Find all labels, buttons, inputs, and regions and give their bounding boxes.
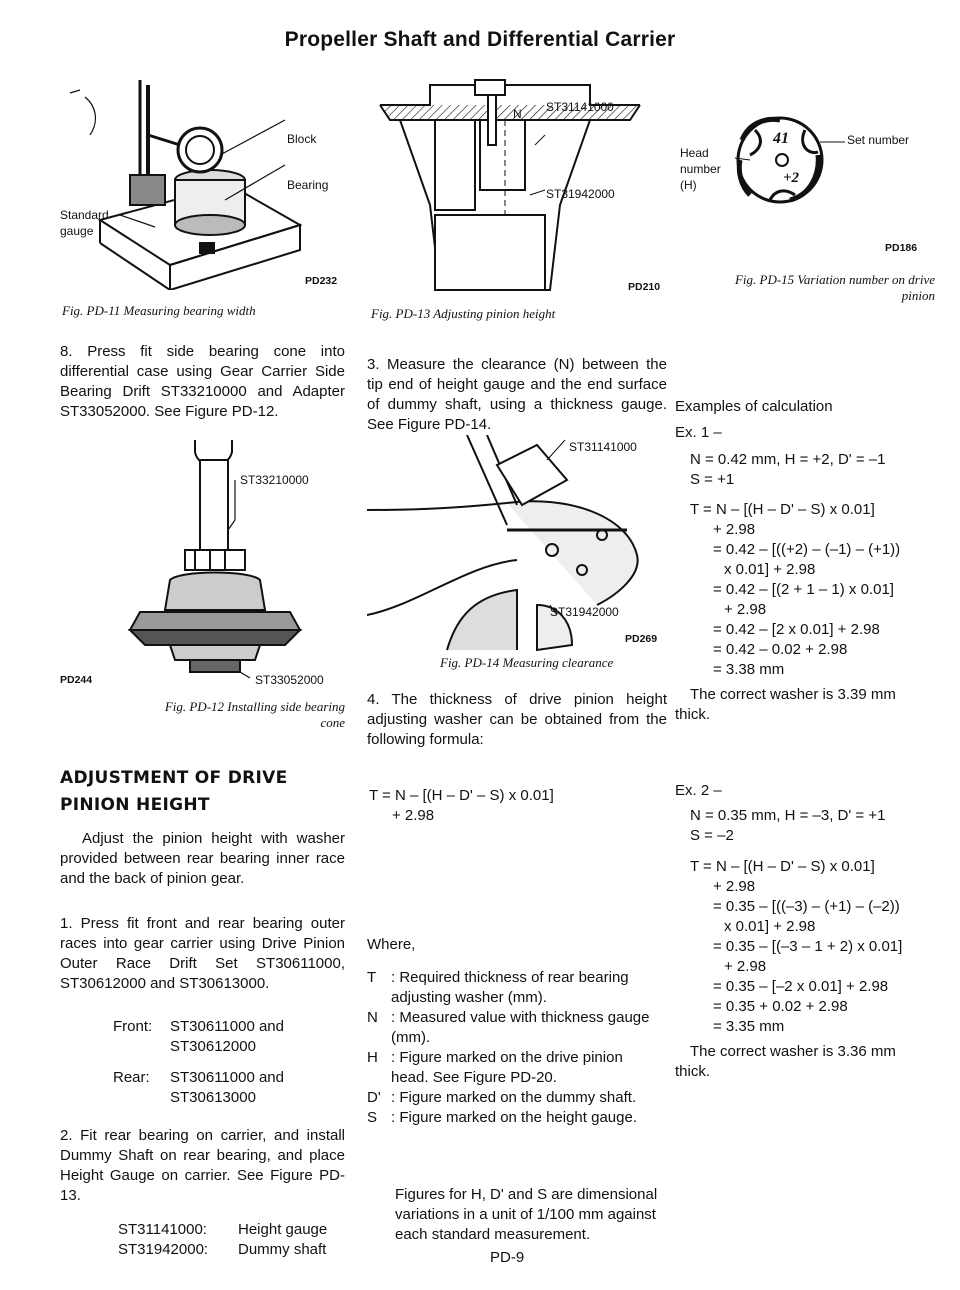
example-2-calculation bbox=[690, 857, 902, 1037]
caption-line: pinion bbox=[901, 288, 935, 303]
label-line: number bbox=[680, 162, 721, 176]
formula-line: T = N – [(H – D' – S) x 0.01] bbox=[369, 787, 554, 804]
figure-code: PD244 bbox=[60, 674, 93, 686]
example-1-given bbox=[690, 450, 885, 490]
calc-line: = 0.35 – [–2 x 0.01] + 2.98 bbox=[713, 978, 889, 995]
calc-line: T = N – [(H – D' – S) x 0.01] bbox=[690, 858, 875, 875]
calc-line: + 2.98 bbox=[713, 521, 756, 538]
result-line: thick. bbox=[675, 1063, 711, 1080]
definition-item bbox=[367, 1088, 657, 1108]
caption-line: Fig. PD-15 Variation number on drive bbox=[734, 272, 935, 287]
definition-item bbox=[367, 1008, 657, 1048]
example-1-result bbox=[675, 685, 896, 725]
formula-line: + 2.98 bbox=[392, 807, 435, 824]
figure-code: PD232 bbox=[305, 275, 338, 287]
front-value: ST30611000 and bbox=[170, 1018, 284, 1035]
calc-line: T = N – [(H – D' – S) x 0.01] bbox=[690, 501, 875, 518]
head-number-label bbox=[680, 145, 721, 193]
given-line: N = 0.35 mm, H = –3, D' = +1 bbox=[690, 807, 886, 824]
step-2-text: 2. Fit rear bearing on carrier, and install Dummy Shaft on rear bearing, and place Height Gauge on carrier. See Figure PD-13. bbox=[60, 1127, 345, 1204]
formula bbox=[369, 786, 554, 826]
figure-code: PD186 bbox=[885, 242, 918, 254]
tool-code: ST31942000: bbox=[118, 1241, 209, 1258]
height-gauge-label: ST31141000 bbox=[546, 100, 614, 114]
example-2-result bbox=[675, 1042, 896, 1082]
tool-name: Dummy shaft bbox=[238, 1241, 327, 1258]
drift-label: ST33210000 bbox=[240, 473, 309, 487]
heading-line: ADJUSTMENT OF DRIVE bbox=[60, 768, 288, 788]
n-label: N bbox=[513, 107, 522, 121]
calc-line: + 2.98 bbox=[724, 958, 767, 975]
given-line: S = –2 bbox=[690, 827, 734, 844]
definition-symbol: H bbox=[367, 1049, 378, 1066]
calc-line: = 0.35 + 0.02 + 2.98 bbox=[713, 998, 848, 1015]
result-line: The correct washer is 3.36 mm bbox=[690, 1043, 896, 1060]
step-8-text: 8. Press fit side bearing cone into differential case using Gear Carrier Side Bearing Drift ST33210000 and Adapter ST33052000. See Figure PD-12. bbox=[60, 343, 345, 420]
example-1-label: Ex. 1 – bbox=[675, 424, 722, 441]
definition-text: : Figure marked on the drive pinion head. See Figure PD-20. bbox=[391, 1049, 623, 1086]
set-mark: +2 bbox=[783, 170, 800, 186]
standard-gauge-label-line2: gauge bbox=[60, 224, 94, 238]
front-value: ST30612000 bbox=[170, 1038, 256, 1055]
examples-title: Examples of calculation bbox=[675, 398, 833, 415]
standard-gauge-label-line1: Standard bbox=[60, 208, 109, 222]
front-tools bbox=[113, 1017, 284, 1057]
where-label: Where, bbox=[367, 936, 416, 953]
tool-code: ST31141000: bbox=[118, 1221, 207, 1238]
set-number-label: Set number bbox=[847, 133, 910, 147]
definition-symbol: D' bbox=[367, 1089, 381, 1106]
step-1-text: 1. Press fit front and rear bearing outer races into gear carrier using Drive Pinion Outer Race Drift Set ST30611000, ST30612000 and ST30613000. bbox=[60, 915, 345, 992]
calc-line: = 0.35 – [(–3 – 1 + 2) x 0.01] bbox=[713, 938, 903, 955]
calc-line: = 0.42 – [2 x 0.01] + 2.98 bbox=[713, 621, 880, 638]
height-gauge-label: ST31141000 bbox=[569, 440, 637, 454]
calc-line: = 0.42 – [(2 + 1 – 1) x 0.01] bbox=[713, 581, 894, 598]
example-1-calculation bbox=[690, 500, 900, 680]
caption-line: Fig. PD-12 Installing side bearing bbox=[164, 699, 345, 714]
figure-pd11-caption: Fig. PD-11 Measuring bearing width bbox=[62, 303, 256, 318]
figure-pd13 bbox=[370, 75, 670, 300]
figure-pd14 bbox=[367, 435, 667, 660]
example-2-given bbox=[690, 806, 885, 846]
figure-pd14-caption: Fig. PD-14 Measuring clearance bbox=[440, 655, 614, 670]
definition-item bbox=[367, 1108, 657, 1128]
definition-symbol: N bbox=[367, 1009, 378, 1026]
figure-code: PD210 bbox=[628, 281, 661, 293]
calc-line: = 3.35 mm bbox=[713, 1018, 785, 1035]
head-mark: 41 bbox=[773, 130, 789, 147]
calc-line: + 2.98 bbox=[713, 878, 756, 895]
calc-line: = 0.42 – 0.02 + 2.98 bbox=[713, 641, 848, 658]
step-3-text: 3. Measure the clearance (N) between the tip end of height gauge and the end surface of dummy shaft, using a thickness gauge. See Figure PD-14. bbox=[367, 356, 667, 433]
rear-tools bbox=[113, 1068, 284, 1108]
rear-label: Rear: bbox=[113, 1069, 150, 1086]
definition-text: : Measured value with thickness gauge (mm). bbox=[391, 1009, 650, 1046]
caption-line: cone bbox=[320, 715, 345, 730]
figure-pd15 bbox=[680, 100, 935, 270]
step-4-text: 4. The thickness of drive pinion height adjusting washer can be obtained from the following formula: bbox=[367, 691, 667, 748]
definition-list bbox=[367, 968, 657, 1128]
dummy-shaft-label: ST31942000 bbox=[546, 187, 615, 201]
definition-text: : Figure marked on the height gauge. bbox=[391, 1109, 637, 1126]
definition-symbol: S bbox=[367, 1109, 378, 1126]
definition-text: : Required thickness of rear bearing adjusting washer (mm). bbox=[391, 969, 629, 1006]
definition-item bbox=[367, 968, 657, 1008]
measuring-clearance-illustration bbox=[367, 435, 667, 660]
block-label: Block bbox=[287, 132, 317, 146]
calc-line: = 3.38 mm bbox=[713, 661, 785, 678]
label-line: (H) bbox=[680, 178, 697, 192]
page-header: Propeller Shaft and Differential Carrier bbox=[284, 28, 676, 51]
definition-text: : Figure marked on the dummy shaft. bbox=[391, 1089, 637, 1106]
figure-pd13-caption: Fig. PD-13 Adjusting pinion height bbox=[371, 306, 556, 321]
figure-pd15-caption bbox=[680, 272, 935, 304]
page-number: PD-9 bbox=[490, 1249, 525, 1266]
example-2-label: Ex. 2 – bbox=[675, 782, 722, 799]
definition-symbol: T bbox=[367, 969, 377, 986]
given-line: S = +1 bbox=[690, 471, 735, 488]
figure-code: PD269 bbox=[625, 633, 658, 645]
bearing-label: Bearing bbox=[287, 178, 329, 192]
adapter-label: ST33052000 bbox=[255, 673, 324, 687]
front-label: Front: bbox=[113, 1018, 153, 1035]
given-line: N = 0.42 mm, H = +2, D' = –1 bbox=[690, 451, 886, 468]
heading-line: PINION HEIGHT bbox=[60, 795, 210, 815]
figure-pd12 bbox=[60, 440, 350, 690]
intro-text: Adjust the pinion height with washer provided between rear bearing inner race and the back of pinion gear. bbox=[60, 830, 345, 887]
calc-line: = 0.42 – [((+2) – (–1) – (+1)) bbox=[713, 541, 901, 558]
note-text: Figures for H, D' and S are dimensional variations in a unit of 1/100 mm against each standard measurement. bbox=[395, 1186, 658, 1243]
figure-pd12-caption bbox=[60, 699, 345, 731]
tool-name: Height gauge bbox=[238, 1221, 328, 1238]
calc-line: x 0.01] + 2.98 bbox=[724, 561, 816, 578]
calc-line: = 0.35 – [((–3) – (+1) – (–2)) bbox=[713, 898, 900, 915]
definition-item bbox=[367, 1048, 657, 1088]
tool-list bbox=[118, 1220, 327, 1260]
dummy-shaft-label: ST31942000 bbox=[550, 605, 619, 619]
section-heading bbox=[60, 765, 288, 819]
label-line: Head bbox=[680, 146, 709, 160]
result-line: The correct washer is 3.39 mm bbox=[690, 686, 896, 703]
calc-line: + 2.98 bbox=[724, 601, 767, 618]
result-line: thick. bbox=[675, 706, 711, 723]
figure-pd11 bbox=[60, 75, 350, 290]
rear-value: ST30611000 and bbox=[170, 1069, 284, 1086]
calc-line: x 0.01] + 2.98 bbox=[724, 918, 816, 935]
rear-value: ST30613000 bbox=[170, 1089, 256, 1106]
